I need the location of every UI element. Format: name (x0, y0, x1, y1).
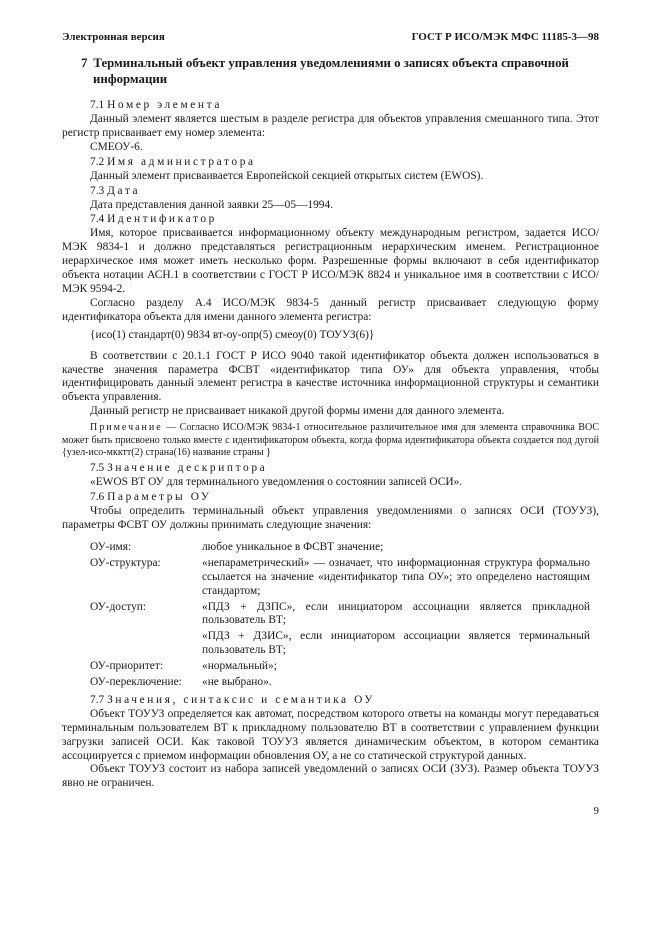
paragraph: Чтобы определить терминальный объект управления уведомлениями о записях ОСИ (ТОУУЗ), параметры ФСВТ ОУ должны принимать следующие значения: (62, 505, 599, 531)
paragraph: Согласно разделу А.4 ИСО/МЭК 9834-5 данный регистр присваивает следующую форму идентификатора объекта для имени данного элемента регистра: (62, 296, 599, 323)
subsection-title: Значения, синтаксис и семантика ОУ (107, 693, 376, 706)
subsection-number: 7.1 (90, 99, 105, 112)
table-row (90, 676, 590, 692)
table-row (90, 630, 590, 660)
paragraph: Имя, которое присваивается информационному объекту международным регистром, задается ИСО/МЭК 9834-1 и должно представляться регистрационным иерархическим именем. Регистрационное иерархическое имя может иметь несколько форм. Разрешенные формы включают в себя идентификатор объекта нотации АСН.1 в соответствии с ГОСТ Р ИСО/МЭК 8824 и уникальное имя в соответствии с ИСО/МЭК 9594-2. (62, 227, 599, 295)
paragraph: Объект ТОУУЗ состоит из набора записей уведомлений о записях ОСИ (ЗУЗ). Размер объекта ТОУУЗ явно не ограничен. (62, 763, 599, 790)
subsection-number: 7.4 (90, 213, 105, 226)
parameter-value: любое уникальное в ФСВТ значение; (202, 540, 384, 553)
parameter-value: «нормальный»; (202, 660, 277, 673)
parameter-name: ОУ-имя: (90, 540, 132, 553)
subsection-heading-7-6 (62, 491, 599, 505)
subsection-number: 7.2 (90, 155, 105, 168)
section-heading (62, 56, 599, 87)
paragraph: Дата представления данной заявки 25—05—1994. (90, 198, 334, 211)
subsection-title: Имя администратора (107, 155, 256, 168)
paragraph: Данный элемент присваивается Европейской секцией открытых систем (EWOS). (90, 169, 484, 182)
object-identifier: {исо(1) стандарт(0) 9834 вт-оу-опр(5) смеоу(0) ТОУУЗ(6)} (90, 328, 375, 341)
parameter-name: ОУ-приоритет: (90, 660, 163, 673)
parameter-value: «не выбрано». (202, 676, 272, 689)
subsection-title: Значение дескриптора (107, 462, 268, 475)
note-label: Примечание (90, 422, 163, 434)
subsection-heading-7-3 (62, 185, 599, 199)
parameter-name: ОУ-доступ: (90, 600, 147, 613)
header-standard-number: ГОСТ Р ИСО/МЭК МФС 11185-3—98 (411, 31, 599, 43)
subsection-number: 7.5 (90, 462, 105, 475)
parameter-value: «непараметрический» — означает, что информационная структура формально ссылается на значение «идентификатор типа ОУ»; это определено настоящим стандартом; (202, 556, 590, 597)
subsection-number: 7.3 (90, 184, 105, 197)
subsection-number: 7.7 (90, 693, 105, 706)
parameter-name: ОУ-структура: (90, 556, 161, 569)
parameter-name: ОУ-переключение: (90, 676, 182, 689)
subsection-heading-7-1 (62, 99, 599, 113)
subsection-title: Идентификатор (107, 213, 217, 226)
table-row (90, 601, 590, 631)
subsection-heading-7-7 (62, 694, 599, 708)
note (62, 422, 599, 459)
subsection-title: Параметры ОУ (107, 491, 212, 504)
header-edition-label: Электронная версия (62, 31, 165, 43)
page-content (62, 56, 599, 791)
paragraph: В соответствии с 20.1.1 ГОСТ Р ИСО 9040 такой идентификатор объекта должен использоваться в качестве значения параметра ФСВТ «идентификатор типа ОУ» для объекта управления, чтобы идентифицировать данный элемент регистра в качестве источника информационной структуры и семантики объекта управления. (62, 349, 599, 404)
paragraph: Данный регистр не присваивает никакой другой формы имени для данного элемента. (90, 405, 505, 418)
parameter-name (90, 630, 202, 660)
subsection-title: Дата (107, 184, 141, 197)
section-title: Терминальный объект управления уведомлениями о записях объекта справочной информации (93, 56, 569, 86)
subsection-heading-7-4 (62, 213, 599, 227)
running-header (62, 31, 599, 45)
element-number-value: СМЕОУ-6. (90, 140, 143, 153)
note-text: — Согласно ИСО/МЭК 9834-1 относительное различительное имя для элемента справочника ВОС может быть присвоено только вместе с идентификатором объекта, когда форма идентификатора объекта создается под дугой {узел-исо-мкктт(2) страна(16) название страны } (62, 422, 599, 458)
table-row (90, 557, 590, 601)
subsection-heading-7-2 (62, 156, 599, 170)
subsection-number: 7.6 (90, 491, 105, 504)
parameter-value: «ПДЗ + ДЗПС», если инициатором ассоциации является прикладной пользователь ВТ; (202, 600, 590, 627)
table-row (90, 541, 590, 557)
paragraph: «EWOS ВТ ОУ для терминального уведомления о состоянии записей ОСИ». (90, 476, 463, 489)
paragraph: Объект ТОУУЗ определяется как автомат, посредством которого ответы на команды могут передаваться терминальным пользователем ВТ к прикладному пользователю ВТ в соответствии с управлением функции загрузки записей ОСИ. Как таковой ТОУУЗ является динамическим объектом, в котором семантика ассоциируется с приемом информации обновления ОУ, а не со статической структурой данных. (62, 707, 599, 762)
page-number: 9 (593, 805, 599, 817)
subsection-heading-7-5 (62, 462, 599, 476)
parameter-value: «ПДЗ + ДЗИС», если инициатором ассоциации является терминальный пользователь ВТ; (202, 630, 590, 657)
parameters-table (90, 541, 590, 692)
table-row (90, 660, 590, 676)
paragraph: Данный элемент является шестым в разделе регистра для объектов управления смешанного типа. Этот регистр присваивает ему номер элемента: (62, 113, 599, 139)
subsection-title: Номер элемента (107, 99, 222, 112)
section-number: 7 (81, 56, 88, 70)
